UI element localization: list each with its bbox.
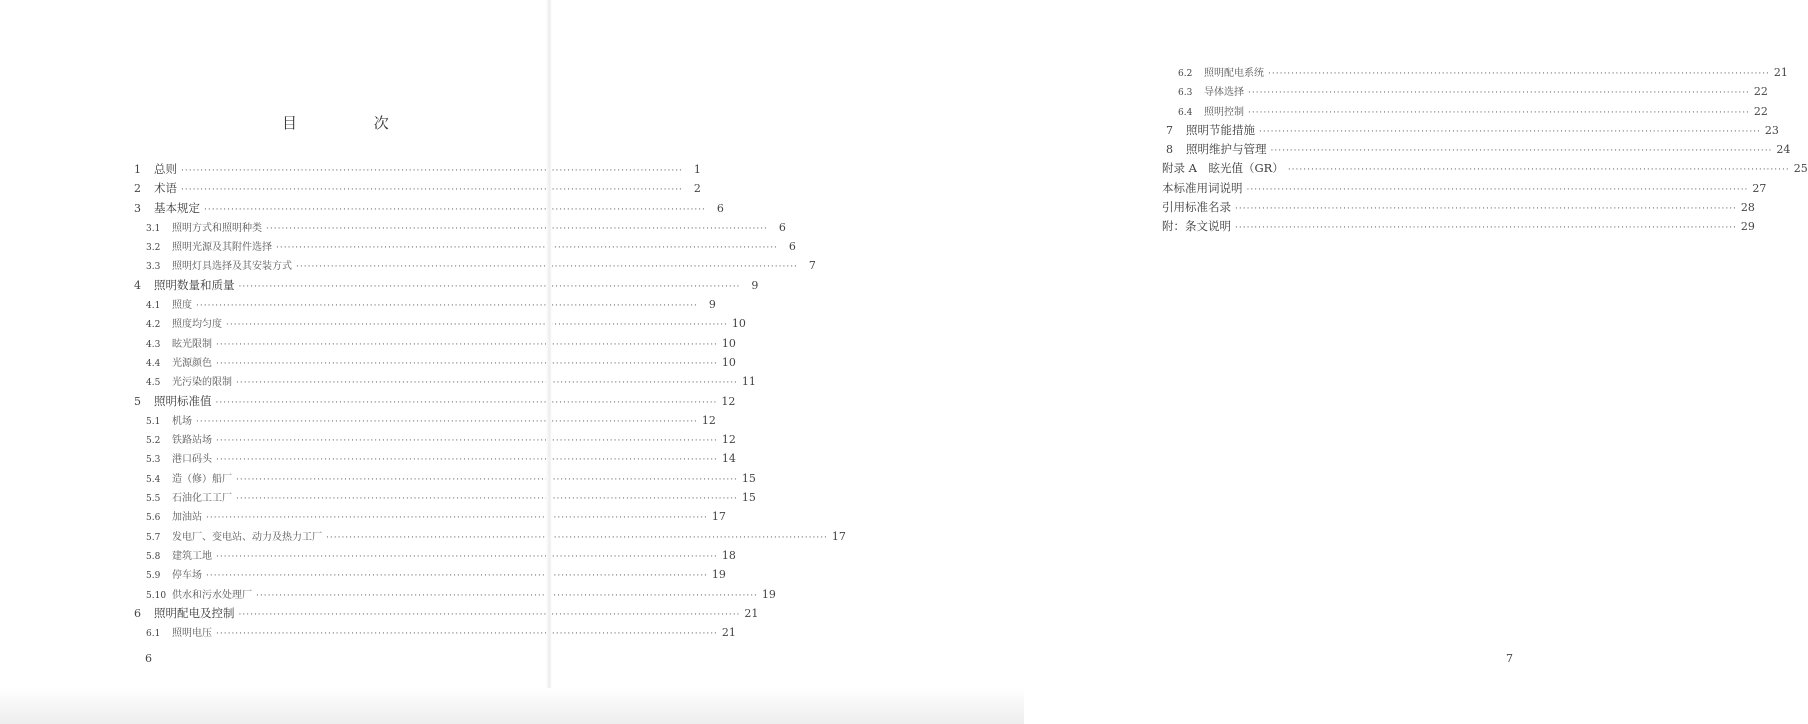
toc-entry-page: 28 bbox=[1740, 201, 1755, 215]
toc-entry-label: 照明配电系统 bbox=[1204, 68, 1264, 79]
toc-entry-label: 照明数量和质量 bbox=[154, 277, 235, 292]
toc-entry-page: 9 bbox=[708, 298, 716, 312]
toc-entry bbox=[130, 547, 736, 566]
toc-entry-number: 1 bbox=[134, 163, 141, 176]
toc-entry-page: 1 bbox=[693, 163, 701, 176]
toc-entry bbox=[130, 586, 776, 605]
toc-entry-label: 发电厂、变电站、动力及热力工厂 bbox=[172, 531, 322, 543]
toc-entry-number: 4.5 bbox=[146, 378, 161, 389]
toc-entry-label: 供水和污水处理厂 bbox=[172, 589, 252, 601]
toc-entry bbox=[130, 431, 736, 450]
toc-entry-label: 照度均匀度 bbox=[172, 319, 222, 331]
toc-entry-page: 12 bbox=[701, 413, 716, 427]
toc-dot-leader bbox=[1235, 223, 1737, 233]
toc-entry-label: 照明电压 bbox=[172, 628, 212, 640]
toc-entry-number: 5.2 bbox=[146, 436, 161, 447]
toc-entry-number: 4 bbox=[134, 278, 141, 292]
toc-entry bbox=[130, 161, 701, 180]
toc-entry bbox=[130, 354, 736, 373]
toc-entry bbox=[130, 257, 816, 276]
toc-entry-page: 21 bbox=[744, 606, 759, 620]
toc-entry-page: 15 bbox=[741, 471, 756, 485]
toc-entry-label: 眩光限制 bbox=[172, 338, 212, 350]
toc-entry-label: 照明标准值 bbox=[154, 393, 212, 408]
toc-entry-page: 11 bbox=[741, 375, 756, 389]
toc-entry-page: 22 bbox=[1753, 104, 1768, 118]
toc-entry-label: 建筑工地 bbox=[172, 550, 212, 562]
toc-list-right bbox=[1162, 64, 1808, 238]
toc-entry-page: 23 bbox=[1764, 123, 1779, 137]
toc-entry-number: 4.2 bbox=[146, 320, 161, 331]
toc-entry-page: 22 bbox=[1753, 85, 1768, 99]
toc-entry-number: 4.1 bbox=[146, 301, 161, 312]
toc-list-left bbox=[130, 161, 846, 643]
page-number-right: 7 bbox=[1506, 652, 1513, 665]
toc-entry bbox=[1162, 180, 1767, 199]
toc-entry-page: 2 bbox=[693, 182, 701, 196]
toc-entry-number: 3 bbox=[134, 201, 141, 215]
toc-entry-page: 12 bbox=[721, 394, 736, 408]
toc-entry-number: 8 bbox=[1166, 143, 1173, 157]
toc-entry-label: 引用标准名录 bbox=[1162, 200, 1231, 215]
toc-entry-number: 5.7 bbox=[146, 532, 161, 543]
toc-entry-label: 附：条文说明 bbox=[1162, 219, 1231, 234]
toc-entry bbox=[130, 296, 716, 315]
toc-entry-label: 石油化工工厂 bbox=[172, 493, 232, 505]
toc-entry-page: 10 bbox=[731, 317, 746, 331]
toc-dot-leader bbox=[1248, 108, 1750, 118]
toc-dot-leader bbox=[1247, 185, 1749, 195]
toc-entry-number: 5.4 bbox=[146, 474, 161, 485]
toc-entry-label: 照明节能措施 bbox=[1186, 122, 1255, 137]
toc-entry-number: 7 bbox=[1166, 123, 1173, 137]
toc-entry-page: 14 bbox=[721, 452, 736, 466]
toc-entry bbox=[130, 470, 756, 489]
toc-entry-number: 3.2 bbox=[146, 243, 161, 254]
toc-entry-label: 照明灯具选择及其安装方式 bbox=[172, 261, 292, 273]
toc-entry-label: 机场 bbox=[172, 415, 192, 427]
toc-entry-label: 导体选择 bbox=[1204, 87, 1244, 99]
toc-entry-number: 5 bbox=[134, 394, 141, 408]
toc-entry-number: 6.2 bbox=[1178, 69, 1193, 79]
toc-entry-page: 9 bbox=[751, 278, 759, 292]
toc-entry-number: 6 bbox=[134, 606, 141, 620]
toc-entry-page: 25 bbox=[1793, 162, 1808, 176]
toc-entry-page: 18 bbox=[721, 548, 736, 562]
toc-entry bbox=[130, 566, 726, 585]
toc-entry-number: 2 bbox=[134, 182, 141, 196]
toc-entry-page: 17 bbox=[831, 529, 846, 543]
toc-entry-page: 15 bbox=[741, 491, 756, 505]
toc-entry-page: 6 bbox=[778, 220, 786, 234]
toc-entry-label: 照明方式和照明种类 bbox=[172, 222, 262, 234]
toc-entry-label: 本标准用词说明 bbox=[1162, 180, 1243, 195]
toc-entry bbox=[130, 373, 756, 392]
toc-entry bbox=[130, 528, 846, 547]
toc-dot-leader bbox=[1248, 88, 1750, 98]
toc-entry-number: 3.1 bbox=[146, 223, 161, 234]
toc-entry bbox=[1162, 160, 1808, 179]
toc-entry bbox=[1162, 141, 1791, 160]
toc-entry-number: 4.3 bbox=[146, 339, 161, 350]
toc-entry-number: 5.3 bbox=[146, 455, 161, 466]
toc-entry-label: 照明维护与管理 bbox=[1186, 142, 1267, 157]
toc-entry bbox=[130, 605, 759, 624]
toc-entry-number: 5.1 bbox=[146, 416, 161, 427]
toc-entry-page: 19 bbox=[761, 587, 776, 601]
toc-entry bbox=[1162, 83, 1768, 102]
toc-entry-page: 12 bbox=[721, 433, 736, 447]
toc-entry-label: 基本规定 bbox=[154, 200, 200, 215]
right-page bbox=[552, 0, 1808, 724]
toc-entry bbox=[1162, 64, 1788, 83]
page-bottom-shadow bbox=[0, 688, 1024, 724]
toc-entry bbox=[130, 450, 736, 469]
toc-entry-number: 6.3 bbox=[1178, 88, 1193, 99]
toc-entry-number: 5.5 bbox=[146, 494, 161, 505]
toc-entry-label: 铁路站场 bbox=[172, 435, 212, 447]
toc-entry bbox=[130, 508, 726, 527]
toc-entry-page: 17 bbox=[711, 510, 726, 524]
page-number-left: 6 bbox=[145, 652, 152, 665]
toc-entry-number: 4.4 bbox=[146, 358, 161, 369]
toc-entry-page: 27 bbox=[1752, 181, 1767, 195]
toc-dot-leader bbox=[1235, 204, 1737, 214]
toc-entry-number: 3.3 bbox=[146, 262, 161, 273]
toc-entry bbox=[1162, 103, 1768, 122]
toc-dot-leader bbox=[1268, 69, 1770, 79]
toc-entry bbox=[130, 489, 756, 508]
toc-dot-leader bbox=[1271, 146, 1773, 156]
toc-entry-label: 光源颜色 bbox=[172, 357, 212, 369]
toc-entry bbox=[130, 335, 736, 354]
toc-entry bbox=[130, 200, 724, 219]
toc-entry-label: 照明光源及其附件选择 bbox=[172, 242, 272, 254]
toc-entry-label: 照度 bbox=[172, 300, 192, 312]
toc-entry-label: 总则 bbox=[154, 162, 177, 176]
toc-entry bbox=[130, 412, 716, 431]
toc-entry-label: 港口码头 bbox=[172, 454, 212, 466]
toc-entry-page: 29 bbox=[1740, 220, 1755, 234]
toc-entry-number: 5.6 bbox=[146, 513, 161, 524]
toc-title: 目 次 bbox=[282, 114, 425, 132]
toc-entry-page: 6 bbox=[788, 240, 796, 254]
toc-entry bbox=[1162, 218, 1755, 237]
toc-entry bbox=[130, 624, 736, 643]
toc-entry-page: 10 bbox=[721, 336, 736, 350]
toc-entry-label: 加油站 bbox=[172, 512, 202, 524]
toc-entry-label: 光污染的限制 bbox=[172, 377, 232, 389]
toc-entry-page: 21 bbox=[721, 626, 736, 640]
toc-entry bbox=[130, 219, 786, 238]
toc-entry bbox=[1162, 122, 1779, 141]
toc-entry-label: 附录 A 眩光值（GR） bbox=[1162, 161, 1284, 176]
toc-entry bbox=[130, 180, 701, 199]
toc-dot-leader bbox=[1259, 127, 1761, 137]
toc-entry bbox=[1162, 199, 1755, 218]
toc-entry-number: 5.10 bbox=[146, 590, 167, 601]
toc-entry-label: 停车场 bbox=[172, 570, 202, 582]
toc-entry-number: 6.1 bbox=[146, 629, 161, 640]
toc-entry-page: 6 bbox=[716, 201, 724, 215]
toc-entry-number: 5.8 bbox=[146, 551, 161, 562]
toc-entry bbox=[130, 393, 736, 412]
toc-entry-page: 10 bbox=[721, 355, 736, 369]
toc-entry-page: 19 bbox=[711, 568, 726, 582]
toc-entry-label: 照明控制 bbox=[1204, 106, 1244, 118]
toc-entry-label: 术语 bbox=[154, 181, 177, 196]
toc-entry bbox=[130, 238, 796, 257]
toc-entry-number: 6.4 bbox=[1178, 107, 1193, 118]
left-page bbox=[0, 0, 846, 724]
toc-dot-leader bbox=[1288, 165, 1790, 175]
toc-entry-label: 造（修）船厂 bbox=[172, 473, 232, 485]
toc-entry-page: 24 bbox=[1776, 143, 1791, 157]
toc-entry-label: 照明配电及控制 bbox=[154, 605, 235, 620]
toc-entry bbox=[130, 315, 746, 334]
toc-entry-number: 5.9 bbox=[146, 571, 161, 582]
toc-entry-page: 7 bbox=[808, 259, 816, 273]
toc-entry-page: 21 bbox=[1773, 66, 1788, 79]
toc-entry bbox=[130, 277, 759, 296]
